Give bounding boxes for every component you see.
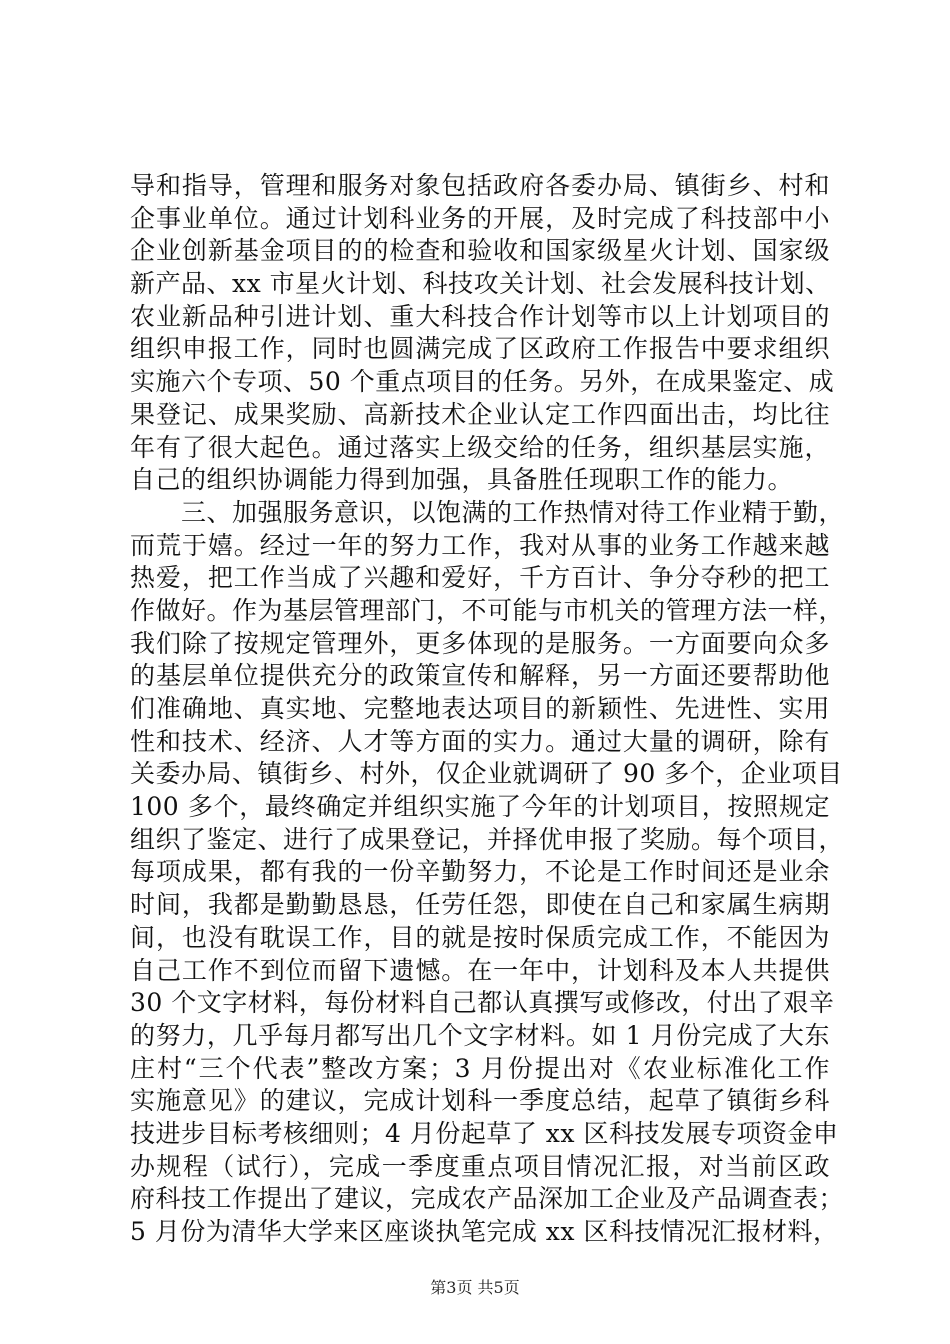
text-line: 实施意见》的建议，完成计划科一季度总结，起草了镇街乡科: [130, 1086, 830, 1116]
text-line: 组织申报工作，同时也圆满完成了区政府工作报告中要求组织: [130, 334, 830, 364]
text-line: 导和指导，管理和服务对象包括政府各委办局、镇街乡、村和: [130, 171, 830, 200]
body-text: [130, 170, 845, 1249]
text-line: 技进步目标考核细则；4 月份起草了 xx 区科技发展专项资金申: [130, 1118, 839, 1148]
text-line: 新产品、xx 市星火计划、科技攻关计划、社会发展科技计划、: [130, 269, 831, 299]
text-line: 府科技工作提出了建议，完成农产品深加工企业及产品调查表；: [130, 1184, 845, 1214]
text-line: 自己的组织协调能力得到加强，具备胜任现职工作的能力。: [130, 465, 794, 495]
text-line: 办规程（试行），完成一季度重点项目情况汇报，对当前区政: [130, 1151, 830, 1181]
text-line: 我们除了按规定管理外，更多体现的是服务。一方面要向众多: [130, 628, 830, 658]
text-line: 作做好。作为基层管理部门，不可能与市机关的管理方法一样，: [130, 595, 845, 625]
text-line: 组织了鉴定、进行了成果登记，并择优申报了奖励。每个项目，: [130, 824, 845, 854]
text-line: 的努力，几乎每月都写出几个文字材料。如 1 月份完成了大东: [130, 1020, 830, 1050]
text-line: 企事业单位。通过计划科业务的开展，及时完成了科技部中小: [130, 203, 830, 233]
text-line: 关委办局、镇街乡、村外，仅企业就调研了 90 多个，企业项目: [130, 759, 843, 789]
text-line: 30 个文字材料，每份材料自己都认真撰写或修改，付出了艰辛: [130, 988, 835, 1018]
text-line: 年有了很大起色。通过落实上级交给的任务，组织基层实施，: [130, 432, 830, 462]
text-line: 100 多个，最终确定并组织实施了今年的计划项目，按照规定: [130, 792, 830, 822]
text-line: 农业新品种引进计划、重大科技合作计划等市以上计划项目的: [130, 301, 830, 331]
text-line: 而荒于嬉。经过一年的努力工作，我对从事的业务工作越来越: [130, 530, 830, 560]
text-line: 庄村“三个代表”整改方案；3 月份提出对《农业标准化工作: [130, 1053, 830, 1083]
text-line: 三、加强服务意识，以饱满的工作热情对待工作业精于勤，: [130, 497, 845, 527]
text-line: 性和技术、经济、人才等方面的实力。通过大量的调研，除有: [130, 726, 830, 756]
text-line: 自己工作不到位而留下遗憾。在一年中，计划科及本人共提供: [130, 955, 830, 985]
text-line: 企业创新基金项目的的检查和验收和国家级星火计划、国家级: [130, 236, 830, 266]
text-line: 每项成果，都有我的一份辛勤努力，不论是工作时间还是业余: [130, 857, 830, 887]
text-line: 间，也没有耽误工作，目的就是按时保质完成工作，不能因为: [130, 922, 830, 952]
text-line: 的基层单位提供充分的政策宣传和解释，另一方面还要帮助他: [130, 661, 830, 691]
text-line: 5 月份为清华大学来区座谈执笔完成 xx 区科技情况汇报材料，: [130, 1217, 839, 1246]
text-line: 实施六个专项、50 个重点项目的任务。另外，在成果鉴定、成: [130, 367, 835, 397]
page-footer: 第3页 共5页: [430, 1278, 520, 1297]
text-line: 热爱，把工作当成了兴趣和爱好，千方百计、争分夺秒的把工: [130, 563, 830, 593]
text-line: 时间，我都是勤勤恳恳，任劳任怨，即使在自己和家属生病期: [130, 890, 830, 920]
text-line: 果登记、成果奖励、高新技术企业认定工作四面出击，均比往: [130, 399, 830, 429]
text-line: 们准确地、真实地、完整地表达项目的新颖性、先进性、实用: [130, 694, 830, 723]
